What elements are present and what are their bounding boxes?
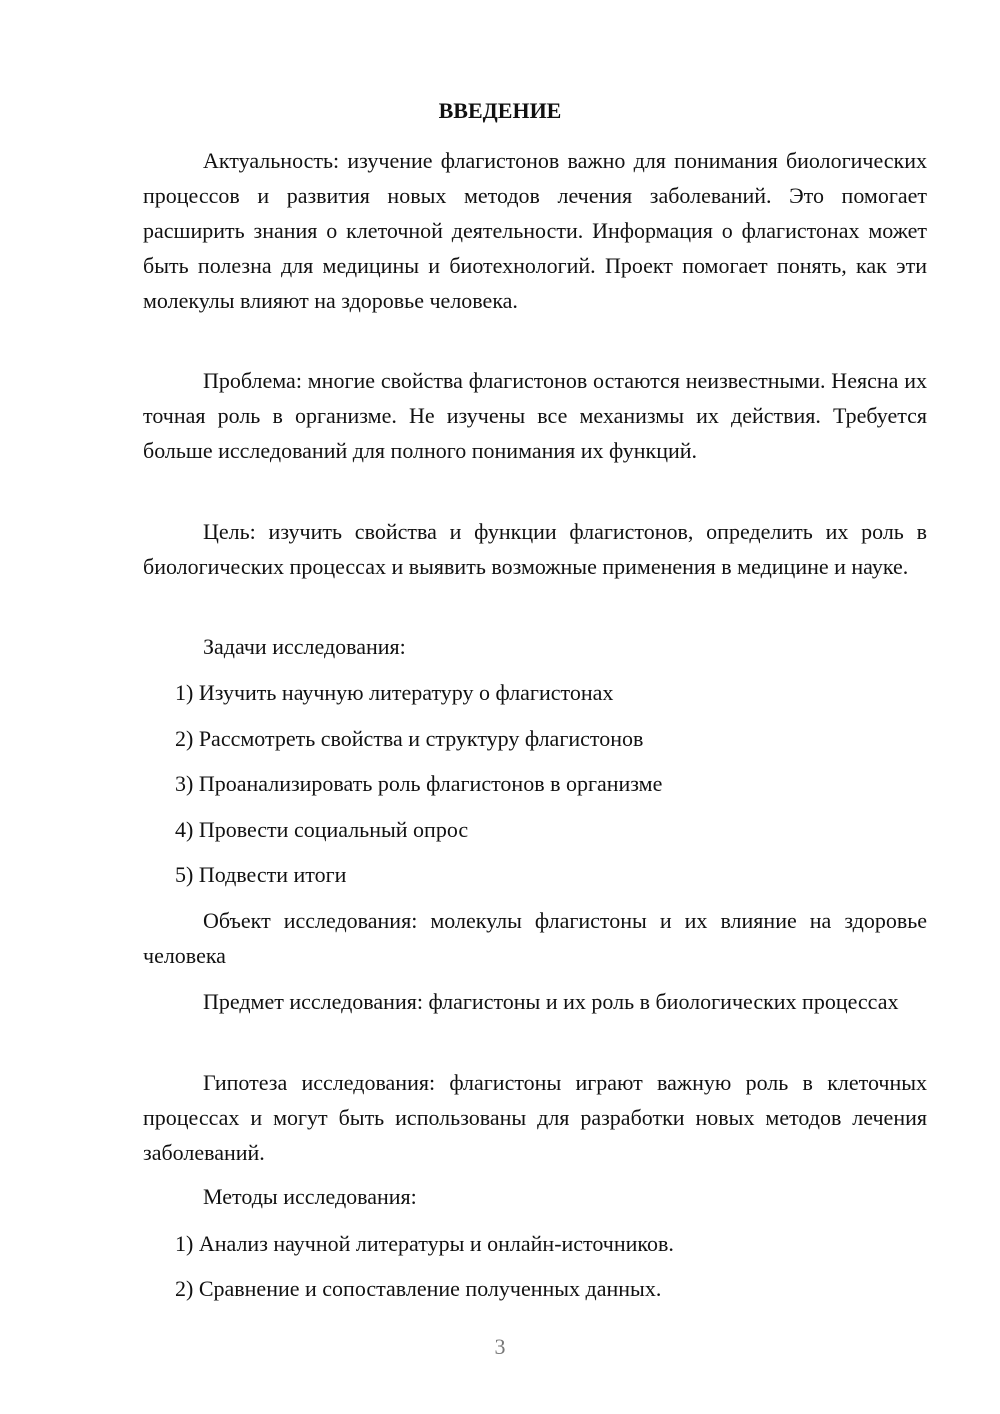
method-item: 1) Анализ научной литературы и онлайн-источников. [175, 1231, 674, 1256]
method-item: 2) Сравнение и сопоставление полученных данных. [175, 1276, 662, 1301]
hypothesis-paragraph: Гипотеза исследования: флагистоны играют важную роль в клеточных процессах и могут быть использованы для разработки новых методов лечения заболеваний. [143, 1070, 927, 1165]
page-number: 3 [494, 1334, 506, 1359]
task-item: 4) Провести социальный опрос [175, 817, 469, 842]
task-item: 3) Проанализировать роль флагистонов в организме [175, 771, 663, 796]
problem-paragraph: Проблема: многие свойства флагистонов остаются неизвестными. Неясна их точная роль в организме. Не изучены все механизмы их действия. Требуется больше исследований для полного понимания их функций. [143, 368, 927, 463]
task-item: 2) Рассмотреть свойства и структуру флагистонов [175, 726, 644, 751]
page-title: ВВЕДЕНИЕ [438, 98, 562, 123]
tasks-heading: Задачи исследования: [203, 634, 406, 659]
relevance-paragraph: Актуальность: изучение флагистонов важно для понимания биологических процессов и развития новых методов лечения заболеваний. Это помогает расширить знания о клеточной деятельности. Информация о флагистонах может быть полезна для медицины и биотехнологий. Проект помогает понять, как эти молекулы влияют на здоровье человека. [143, 148, 927, 313]
task-item: 1) Изучить научную литературу о флагистонах [175, 680, 614, 705]
object-paragraph: Объект исследования: молекулы флагистоны и их влияние на здоровье человека [143, 908, 927, 968]
task-item: 5) Подвести итоги [175, 862, 347, 887]
goal-paragraph: Цель: изучить свойства и функции флагистонов, определить их роль в биологических процессах и выявить возможные применения в медицине и науке. [143, 519, 927, 579]
subject-paragraph: Предмет исследования: флагистоны и их роль в биологических процессах [203, 989, 899, 1014]
methods-heading: Методы исследования: [203, 1184, 417, 1209]
